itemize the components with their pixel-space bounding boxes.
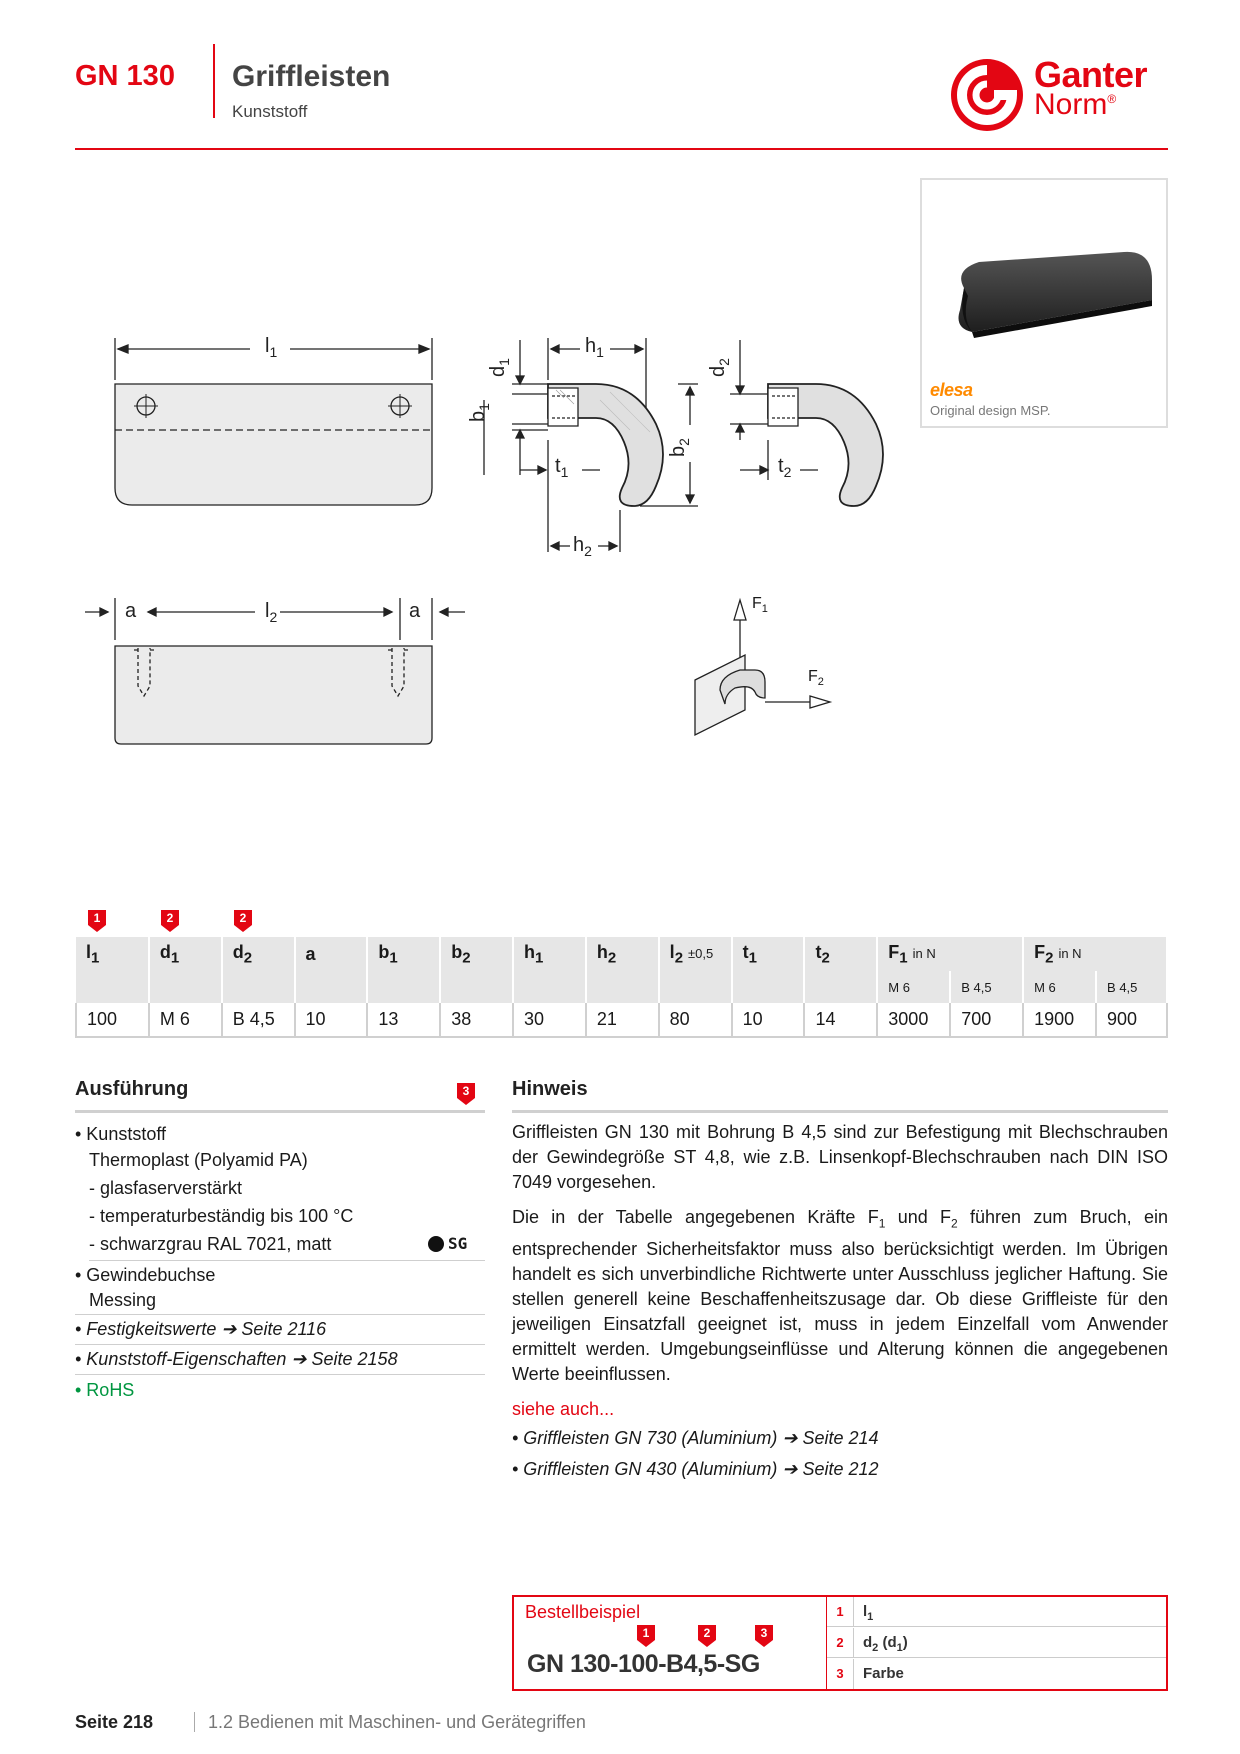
th-f2-b45: B 4,5 — [1096, 971, 1167, 1003]
section-rule — [75, 1110, 485, 1113]
list-item-prop: - temperaturbeständig bis 100 °C — [89, 1206, 354, 1226]
th-l2: $l_2 \pm 0,5$ — [659, 937, 732, 971]
cell: 30 — [513, 1003, 586, 1037]
cell: 100 — [76, 1003, 149, 1037]
list-item-insert: • Gewindebuchse — [75, 1265, 216, 1285]
order-example-label: Bestellbeispiel — [525, 1602, 641, 1622]
page-title: Griffleisten — [232, 60, 391, 93]
cell: 700 — [950, 1003, 1023, 1037]
table-row — [76, 1003, 1167, 1037]
dim-label-l2: $l_2$ — [265, 600, 278, 625]
order-legend-row: 2 $d_2$ $(d_1)$ — [827, 1628, 1166, 1658]
th-f1-b45: B 4,5 — [950, 971, 1023, 1003]
section-title-ausfuehrung: Ausführung — [75, 1078, 189, 1100]
dim-label-t2: $t_2$ — [778, 455, 792, 480]
th-t2: $t_2$ — [804, 937, 877, 971]
dim-label-l1: $l_1$ — [265, 335, 278, 360]
dim-label-a-right: a — [409, 600, 421, 622]
color-code: SG — [448, 1234, 468, 1253]
page-number: Seite 218 — [75, 1712, 154, 1732]
cell: M 6 — [149, 1003, 222, 1037]
footer-separator — [194, 1712, 195, 1732]
cell: 10 — [295, 1003, 368, 1037]
page-subtitle: Kunststoff — [232, 102, 308, 121]
rohs-label: • RoHS — [75, 1380, 135, 1400]
dim-label-b2: $b_2$ — [666, 438, 692, 457]
th-f1: $F_1$ in N — [877, 937, 1023, 971]
dim-label-d1: $d_1$ — [486, 358, 512, 377]
cell: 13 — [367, 1003, 440, 1037]
hinweis-paragraph-1: Griffleisten GN 130 mit Bohrung B 4,5 sind zur Befestigung mit Blechschrauben der Gewindegröße ST 4,8, wie z.B. Linsenkopf-Blechschrauben nach DIN ISO 7049 vorgesehen. — [512, 1122, 1168, 1192]
cell: 900 — [1096, 1003, 1167, 1037]
cell: B 4,5 — [222, 1003, 295, 1037]
badge-2b: 2 — [234, 910, 252, 932]
dim-label-t1: $t_1$ — [555, 455, 569, 480]
badge-2: 2 — [161, 910, 179, 932]
hinweis-text — [512, 1120, 1168, 1482]
link-gn730[interactable]: • Griffleisten GN 730 (Aluminium) ➔ Seite 214 — [512, 1427, 879, 1448]
chapter-title: 1.2 Bedienen mit Maschinen- und Gerätegriffen — [208, 1712, 586, 1732]
th-t1: $t_1$ — [732, 937, 805, 971]
cell: 1900 — [1023, 1003, 1096, 1037]
order-badge-2: 2 — [698, 1625, 716, 1647]
list-item-material: • Kunststoff — [75, 1124, 167, 1144]
th-d1: $d_1$ — [149, 937, 222, 971]
th-b2: $b_2$ — [440, 937, 513, 971]
order-legend-row: 1 $l_1$ — [827, 1597, 1166, 1627]
elesa-logo: elesa — [930, 380, 973, 400]
color-dot-icon — [428, 1236, 444, 1252]
cell: 80 — [659, 1003, 732, 1037]
dim-label-h1: $h_1$ — [585, 335, 604, 360]
th-h2: $h_2$ — [586, 937, 659, 971]
order-code: GN 130-100-B4,5-SG — [527, 1650, 760, 1678]
th-d2: $d_2$ — [222, 937, 295, 971]
logo-text-norm: Norm® — [1034, 88, 1117, 121]
list-item-prop: - schwarzgrau RAL 7021, matt — [89, 1234, 332, 1254]
divider — [75, 1344, 485, 1345]
logo-text-ganter: Ganter — [1034, 54, 1148, 95]
link-kunststoff-eigenschaften[interactable]: • Kunststoff-Eigenschaften ➔ Seite 2158 — [75, 1349, 398, 1369]
dim-label-b1: $b_1$ — [466, 403, 492, 422]
hinweis-paragraph-2: Die in der Tabelle angegebenen Kräfte $F_1$ und $F_2$ führen zum Bruch, ein entsprechender Sicherheitsfaktor muss also berücksichtigt werden. Im Übrigen handelt es sich unverbindliche Richtwerte unter Ausschluss jeglicher Haftung. Sie stellen generell keine Beschaffenheitszusage dar. Ob diese Griffleiste für den jeweiligen Einsatzfall geeignet ist, muss in jedem Einzelfall vom Anwender ermittelt werden. Umgebungseinflüsse und Alterung können die angegebenen Werte beeinflussen. — [512, 1207, 1169, 1384]
th-b1: $b_1$ — [367, 937, 440, 971]
badge-1: 1 — [88, 910, 106, 932]
product-code: GN 130 — [75, 60, 175, 92]
divider — [89, 1260, 485, 1261]
th-a: a — [295, 937, 368, 971]
order-legend-row: 3 Farbe — [827, 1659, 1166, 1689]
cell: 10 — [732, 1003, 805, 1037]
list-item-material-detail: Thermoplast (Polyamid PA) — [89, 1150, 308, 1170]
dim-label-h2: $h_2$ — [573, 534, 592, 559]
th-l1: $l_1$ — [76, 937, 149, 971]
spec-table — [75, 937, 1168, 1038]
divider — [75, 1314, 485, 1315]
cell: 38 — [440, 1003, 513, 1037]
badge-3: 3 — [457, 1083, 475, 1105]
dim-label-a-left: a — [125, 600, 137, 622]
th-h1: $h_1$ — [513, 937, 586, 971]
force-label-f2: $F_2$ — [808, 668, 824, 689]
cell: 21 — [586, 1003, 659, 1037]
order-badge-1: 1 — [637, 1625, 655, 1647]
dim-label-d2: $d_2$ — [706, 358, 732, 377]
link-gn430[interactable]: • Griffleisten GN 430 (Aluminium) ➔ Seite 212 — [512, 1458, 879, 1479]
list-item-prop: - glasfaserverstärkt — [89, 1178, 243, 1198]
force-label-f1: $F_1$ — [752, 595, 768, 616]
cell: 3000 — [877, 1003, 950, 1037]
section-title-hinweis: Hinweis — [512, 1078, 588, 1100]
list-item-insert-detail: Messing — [89, 1290, 157, 1310]
divider — [75, 1374, 485, 1375]
section-rule — [512, 1110, 1168, 1113]
see-also-label: siehe auch... — [512, 1398, 615, 1419]
th-f1-m6: M 6 — [877, 971, 950, 1003]
order-badge-3: 3 — [755, 1625, 773, 1647]
table-subheader-row — [76, 971, 1167, 1003]
th-f2: $F_2$ in N — [1023, 937, 1167, 971]
photo-caption: Original design MSP. — [930, 403, 1051, 418]
cell: 14 — [804, 1003, 877, 1037]
link-festigkeitswerte[interactable]: • Festigkeitswerte ➔ Seite 2116 — [75, 1319, 327, 1339]
th-f2-m6: M 6 — [1023, 971, 1096, 1003]
table-header-row — [76, 937, 1167, 971]
